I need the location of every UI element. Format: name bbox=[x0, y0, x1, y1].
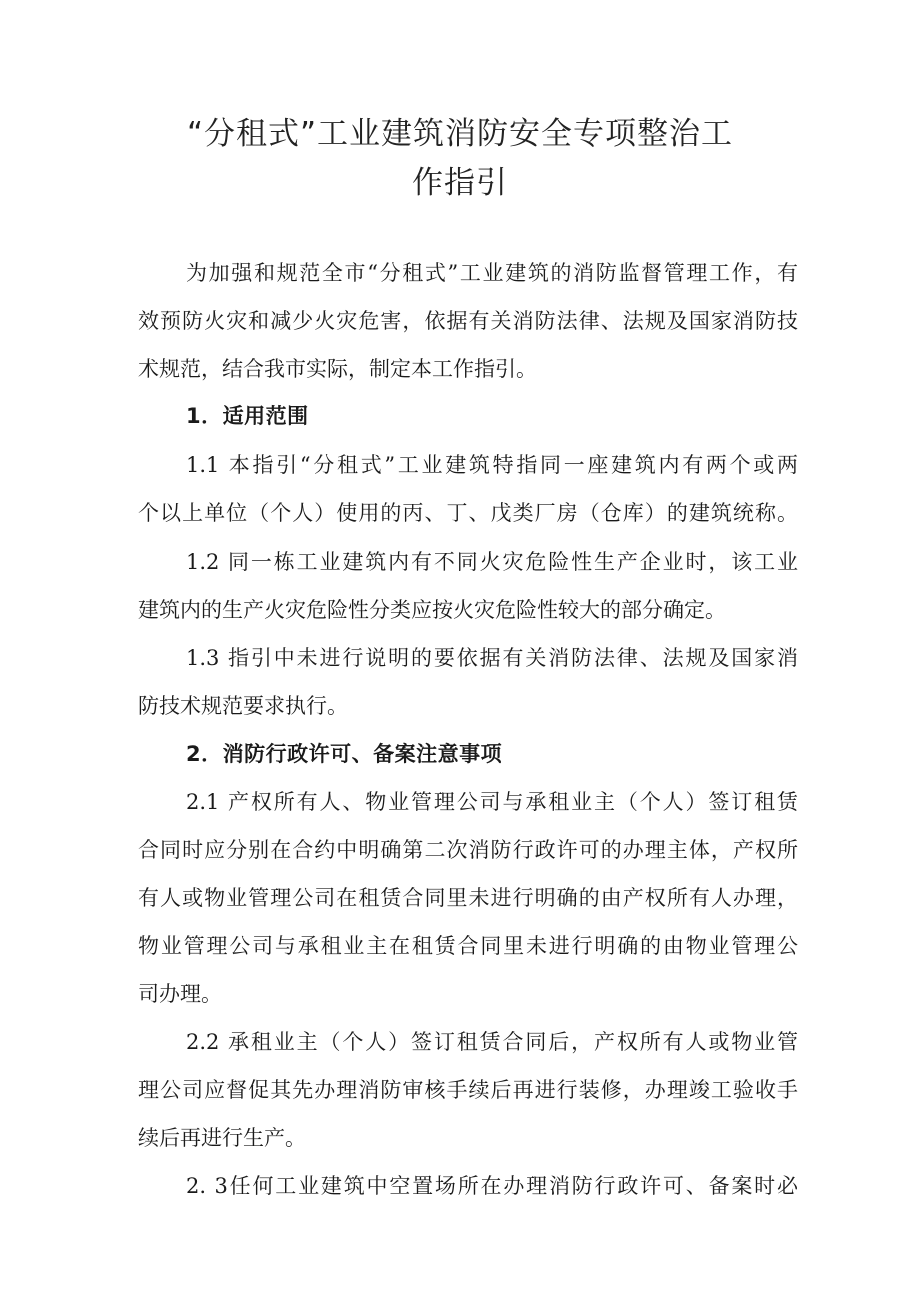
section-2-heading: 2．消防行政许可、备案注意事项 bbox=[186, 742, 503, 766]
para-2-1-line-4: 物业管理公司与承租业主在租赁合同里未进行明确的由物业管理公 bbox=[138, 934, 798, 958]
para-2-2-line-3: 续后再进行生产。 bbox=[138, 1126, 306, 1150]
intro-line-2: 效预防火灾和减少火灾危害，依据有关消防法律、法规及国家消防技 bbox=[138, 309, 798, 333]
para-2-1-line-5: 司办理。 bbox=[138, 982, 222, 1006]
para-2-2-line-2: 理公司应督促其先办理消防审核手续后再进行装修，办理竣工验收手 bbox=[138, 1078, 798, 1102]
para-1-2-line-2: 建筑内的生产火灾危险性分类应按火灾危险性较大的部分确定。 bbox=[138, 598, 726, 622]
document-title-line-2: 作指引 bbox=[412, 165, 508, 201]
section-1-heading: 1．适用范围 bbox=[186, 404, 309, 428]
document-title-line-1: “分租式”工业建筑消防安全专项整治工 bbox=[186, 116, 734, 152]
intro-line-1: 为加强和规范全市“分租式”工业建筑的消防监督管理工作，有 bbox=[186, 261, 798, 285]
para-1-3-line-2: 防技术规范要求执行。 bbox=[138, 694, 348, 718]
para-2-1-line-2: 合同时应分别在合约中明确第二次消防行政许可的办理主体，产权所 bbox=[138, 838, 798, 862]
para-2-1-line-3: 有人或物业管理公司在租赁合同里未进行明确的由产权所有人办理， bbox=[138, 886, 798, 910]
para-1-1-line-1: 1.1 本指引“分租式”工业建筑特指同一座建筑内有两个或两 bbox=[186, 453, 798, 477]
para-2-2-line-1: 2.2 承租业主（个人）签订租赁合同后，产权所有人或物业管 bbox=[186, 1030, 798, 1054]
para-2-1-line-1: 2.1 产权所有人、物业管理公司与承租业主（个人）签订租赁 bbox=[186, 790, 798, 814]
para-2-3-line-1: 2. 3任何工业建筑中空置场所在办理消防行政许可、备案时必 bbox=[186, 1174, 798, 1198]
intro-line-3: 术规范，结合我市实际，制定本工作指引。 bbox=[138, 357, 537, 381]
para-1-2-line-1: 1.2 同一栋工业建筑内有不同火灾危险性生产企业时，该工业 bbox=[186, 550, 798, 574]
para-1-1-line-2: 个以上单位（个人）使用的丙、丁、戊类厂房（仓库）的建筑统称。 bbox=[138, 501, 798, 525]
para-1-3-line-1: 1.3 指引中未进行说明的要依据有关消防法律、法规及国家消 bbox=[186, 646, 798, 670]
